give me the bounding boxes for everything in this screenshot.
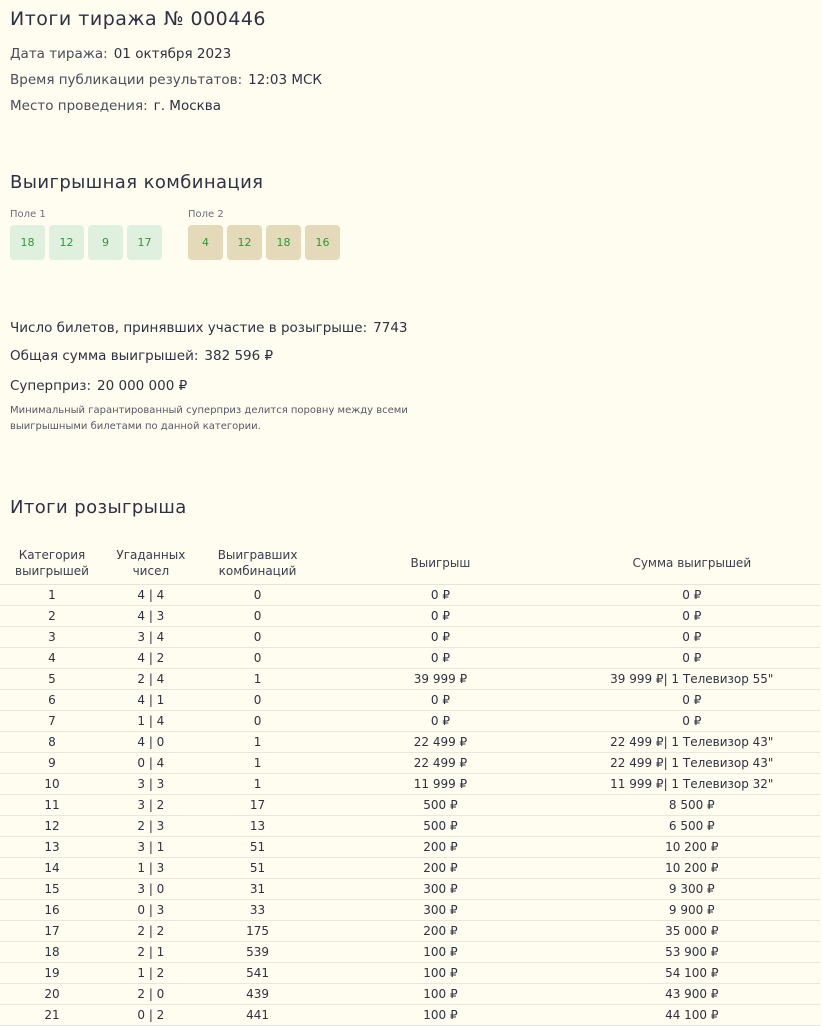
cell-matched: 4 | 2 — [104, 648, 198, 669]
tickets-count-label: Число билетов, принявших участие в розыгрыше: — [10, 320, 368, 336]
publish-time-label: Время публикации результатов: — [10, 72, 243, 88]
cell-total: 0 ₽ — [564, 711, 820, 732]
cell-category: 1 — [0, 585, 104, 606]
cell-matched: 4 | 4 — [104, 585, 198, 606]
total-winnings-value: 382 596 ₽ — [204, 348, 274, 364]
cell-prize: 500 ₽ — [317, 795, 563, 816]
combination-heading: Выигрышная комбинация — [10, 172, 264, 193]
cell-matched: 1 | 4 — [104, 711, 198, 732]
table-row — [0, 669, 820, 690]
field2-ball: 4 — [188, 225, 223, 260]
cell-prize: 100 ₽ — [317, 963, 563, 984]
table-row — [0, 963, 820, 984]
cell-winners: 33 — [198, 900, 318, 921]
cell-prize: 200 ₽ — [317, 837, 563, 858]
table-row — [0, 690, 820, 711]
cell-category: 5 — [0, 669, 104, 690]
cell-matched: 4 | 3 — [104, 606, 198, 627]
cell-prize: 100 ₽ — [317, 942, 563, 963]
cell-winners: 0 — [198, 648, 318, 669]
cell-prize: 300 ₽ — [317, 879, 563, 900]
publish-time — [10, 72, 322, 88]
superprize-label: Суперприз: — [10, 378, 92, 394]
cell-matched: 2 | 2 — [104, 921, 198, 942]
table-row — [0, 984, 820, 1005]
cell-category: 8 — [0, 732, 104, 753]
cell-matched: 2 | 4 — [104, 669, 198, 690]
table-row — [0, 795, 820, 816]
cell-category: 19 — [0, 963, 104, 984]
tickets-count-value: 7743 — [373, 320, 408, 336]
cell-prize: 0 ₽ — [317, 606, 563, 627]
cell-total: 9 300 ₽ — [564, 879, 820, 900]
cell-prize: 0 ₽ — [317, 711, 563, 732]
cell-category: 6 — [0, 690, 104, 711]
results-header-row — [0, 541, 820, 585]
cell-matched: 2 | 1 — [104, 942, 198, 963]
cell-matched: 1 | 3 — [104, 858, 198, 879]
cell-matched: 4 | 1 — [104, 690, 198, 711]
cell-winners: 539 — [198, 942, 318, 963]
draw-date — [10, 46, 231, 62]
table-row — [0, 900, 820, 921]
cell-matched: 0 | 3 — [104, 900, 198, 921]
cell-winners: 17 — [198, 795, 318, 816]
table-row — [0, 627, 820, 648]
cell-category: 17 — [0, 921, 104, 942]
cell-total: 0 ₽ — [564, 606, 820, 627]
cell-category: 7 — [0, 711, 104, 732]
cell-winners: 0 — [198, 711, 318, 732]
cell-category: 18 — [0, 942, 104, 963]
cell-total: 44 100 ₽ — [564, 1005, 820, 1026]
cell-category: 15 — [0, 879, 104, 900]
cell-winners: 13 — [198, 816, 318, 837]
cell-matched: 1 | 2 — [104, 963, 198, 984]
table-row — [0, 942, 820, 963]
draw-place-value: г. Москва — [153, 98, 222, 114]
tickets-count — [10, 320, 408, 336]
cell-prize: 100 ₽ — [317, 1005, 563, 1026]
cell-winners: 541 — [198, 963, 318, 984]
cell-prize: 11 999 ₽ — [317, 774, 563, 795]
cell-category: 9 — [0, 753, 104, 774]
cell-category: 12 — [0, 816, 104, 837]
cell-prize: 22 499 ₽ — [317, 753, 563, 774]
cell-matched: 0 | 2 — [104, 1005, 198, 1026]
cell-category: 11 — [0, 795, 104, 816]
field2-label: Поле 2 — [188, 209, 224, 220]
field1-ball: 17 — [127, 225, 162, 260]
table-row — [0, 585, 820, 606]
field1-ball: 9 — [88, 225, 123, 260]
table-row — [0, 858, 820, 879]
total-winnings-label: Общая сумма выигрышей: — [10, 348, 199, 364]
cell-total: 53 900 ₽ — [564, 942, 820, 963]
col-header-matched: Угаданных чисел — [104, 541, 198, 585]
cell-matched: 3 | 2 — [104, 795, 198, 816]
col-header-winners: Выигравших комбинаций — [198, 541, 318, 585]
cell-matched: 3 | 4 — [104, 627, 198, 648]
cell-total: 10 200 ₽ — [564, 858, 820, 879]
cell-matched: 4 | 0 — [104, 732, 198, 753]
field2-ball: 12 — [227, 225, 262, 260]
total-winnings — [10, 348, 273, 364]
cell-prize: 0 ₽ — [317, 585, 563, 606]
cell-prize: 0 ₽ — [317, 690, 563, 711]
field2-ball: 16 — [305, 225, 340, 260]
table-row — [0, 606, 820, 627]
field1-label: Поле 1 — [10, 209, 46, 220]
table-row — [0, 921, 820, 942]
superprize — [10, 378, 187, 394]
cell-winners: 1 — [198, 753, 318, 774]
page-title: Итоги тиража № 000446 — [10, 8, 267, 30]
col-header-prize: Выигрыш — [317, 541, 563, 585]
superprize-value: 20 000 000 ₽ — [97, 378, 188, 394]
table-row — [0, 711, 820, 732]
cell-prize: 22 499 ₽ — [317, 732, 563, 753]
cell-winners: 0 — [198, 606, 318, 627]
results-heading: Итоги розыгрыша — [10, 497, 187, 518]
cell-winners: 175 — [198, 921, 318, 942]
cell-winners: 0 — [198, 627, 318, 648]
col-header-total: Сумма выигрышей — [564, 541, 820, 585]
cell-matched: 3 | 3 — [104, 774, 198, 795]
cell-total: 9 900 ₽ — [564, 900, 820, 921]
cell-winners: 0 — [198, 690, 318, 711]
cell-category: 2 — [0, 606, 104, 627]
cell-prize: 100 ₽ — [317, 984, 563, 1005]
cell-prize: 0 ₽ — [317, 627, 563, 648]
field1-ball: 12 — [49, 225, 84, 260]
cell-total: 8 500 ₽ — [564, 795, 820, 816]
cell-category: 4 — [0, 648, 104, 669]
table-row — [0, 648, 820, 669]
draw-place — [10, 98, 221, 114]
cell-total: 0 ₽ — [564, 648, 820, 669]
cell-winners: 1 — [198, 669, 318, 690]
cell-matched: 0 | 4 — [104, 753, 198, 774]
cell-matched: 3 | 1 — [104, 837, 198, 858]
cell-winners: 51 — [198, 858, 318, 879]
field1-balls — [10, 225, 162, 260]
cell-prize: 200 ₽ — [317, 921, 563, 942]
cell-category: 16 — [0, 900, 104, 921]
field2-balls — [188, 225, 340, 260]
draw-date-value: 01 октября 2023 — [113, 46, 232, 62]
cell-total: 22 499 ₽| 1 Телевизор 43" — [564, 732, 820, 753]
cell-prize: 39 999 ₽ — [317, 669, 563, 690]
cell-winners: 51 — [198, 837, 318, 858]
cell-category: 21 — [0, 1005, 104, 1026]
field1-ball: 18 — [10, 225, 45, 260]
results-table — [0, 541, 820, 1026]
col-header-category: Категория выигрышей — [0, 541, 104, 585]
cell-total: 11 999 ₽| 1 Телевизор 32" — [564, 774, 820, 795]
cell-total: 6 500 ₽ — [564, 816, 820, 837]
cell-total: 0 ₽ — [564, 627, 820, 648]
cell-category: 10 — [0, 774, 104, 795]
cell-total: 54 100 ₽ — [564, 963, 820, 984]
superprize-note: Минимальный гарантированный суперприз делится поровну между всеми выигрышными билетами по данной категории. — [10, 405, 408, 432]
table-row — [0, 879, 820, 900]
cell-category: 20 — [0, 984, 104, 1005]
cell-total: 0 ₽ — [564, 585, 820, 606]
cell-total: 0 ₽ — [564, 690, 820, 711]
cell-matched: 2 | 3 — [104, 816, 198, 837]
cell-winners: 31 — [198, 879, 318, 900]
cell-prize: 0 ₽ — [317, 648, 563, 669]
cell-total: 35 000 ₽ — [564, 921, 820, 942]
results-body — [0, 585, 820, 1026]
cell-matched: 3 | 0 — [104, 879, 198, 900]
table-row — [0, 816, 820, 837]
draw-place-label: Место проведения: — [10, 98, 148, 114]
cell-prize: 500 ₽ — [317, 816, 563, 837]
table-row — [0, 732, 820, 753]
cell-prize: 200 ₽ — [317, 858, 563, 879]
field2-ball: 18 — [266, 225, 301, 260]
cell-total: 10 200 ₽ — [564, 837, 820, 858]
publish-time-value: 12:03 МСК — [248, 72, 322, 88]
draw-date-label: Дата тиража: — [10, 46, 108, 62]
cell-category: 14 — [0, 858, 104, 879]
table-row — [0, 837, 820, 858]
cell-matched: 2 | 0 — [104, 984, 198, 1005]
cell-category: 13 — [0, 837, 104, 858]
cell-prize: 300 ₽ — [317, 900, 563, 921]
cell-total: 43 900 ₽ — [564, 984, 820, 1005]
cell-winners: 1 — [198, 732, 318, 753]
cell-winners: 441 — [198, 1005, 318, 1026]
table-row — [0, 1005, 820, 1026]
cell-category: 3 — [0, 627, 104, 648]
cell-total: 39 999 ₽| 1 Телевизор 55" — [564, 669, 820, 690]
cell-winners: 1 — [198, 774, 318, 795]
table-row — [0, 753, 820, 774]
cell-winners: 439 — [198, 984, 318, 1005]
table-row — [0, 774, 820, 795]
cell-total: 22 499 ₽| 1 Телевизор 43" — [564, 753, 820, 774]
cell-winners: 0 — [198, 585, 318, 606]
